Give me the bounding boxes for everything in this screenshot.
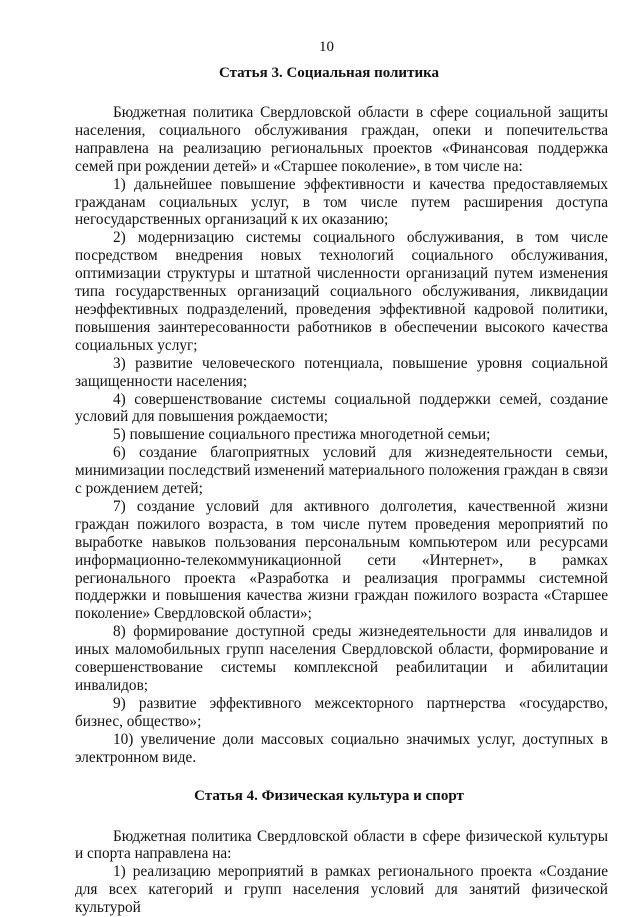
article-3-item-5: 5) повышение социального престижа многодетной семьи;: [113, 426, 491, 444]
page-number: 10: [319, 39, 334, 55]
article-3-item-2: 2) модернизацию системы социального обслуживания, в том числе посредством внедрения новых технологий социального обслуживания, оптимизации структуры и штатной численности организаций путем изменения типа государственных организаций социального обслуживания, ликвидации неэффективных подразделений, проведения эффективной кадровой политики, повышения заинтересованности работников в обеспечении высокого качества социальных услуг;: [75, 229, 608, 354]
article-3-item-9: 9) развитие эффективного межсекторного партнерства «государство, бизнес, общество»;: [75, 694, 608, 730]
article-3-item-6: 6) создание благоприятных условий для жизнедеятельности семьи, минимизации последствий изменений материального положения граждан в связи с рождением детей;: [75, 444, 608, 498]
article-3-heading: Статья 3. Социальная политика: [219, 65, 439, 81]
article-3-item-7: 7) создание условий для активного долголетия, качественной жизни граждан пожилого возраста, в том числе путем проведения мероприятий по выработке навыков пользования персональным компьютером или ресурсами информационно-телекоммуникационной сети «Интернет», в рамках регионального проекта «Разработка и реализация программы системной поддержки и повышения качества жизни граждан пожилого возраста «Старшее поколение» Свердловской области»;: [75, 497, 608, 623]
article-4-intro: Бюджетная политика Свердловской области в сфере физической культуры и спорта направлена на:: [75, 827, 608, 863]
article-4-item-1: 1) реализацию мероприятий в рамках регионального проекта «Создание для всех категорий и групп населения условий для занятий физической культурой: [75, 863, 608, 917]
article-3-item-10: 10) увеличение доли массовых социально значимых услуг, доступных в электронном виде.: [75, 730, 608, 766]
article-3-item-3: 3) развитие человеческого потенциала, повышение уровня социальной защищенности населения;: [75, 354, 608, 390]
article-4-heading: Статья 4. Физическая культура и спорт: [194, 787, 464, 804]
article-3-item-4: 4) совершенствование системы социальной поддержки семей, создание условий для повышения рождаемости;: [75, 390, 608, 426]
article-3-item-1: 1) дальнейшее повышение эффективности и качества предоставляемых гражданам социальных услуг, в том числе путем расширения доступа негосударственных организаций к их оказанию;: [75, 175, 608, 229]
article-3-item-8: 8) формирование доступной среды жизнедеятельности для инвалидов и иных маломобильных групп населения Свердловской области, формирование и совершенствование системы комплексной реабилитации и абилитации инвалидов;: [75, 623, 608, 694]
article-3-intro: Бюджетная политика Свердловской области в сфере социальной защиты населения, социального обслуживания граждан, опеки и попечительства направлена на реализацию региональных проектов «Финансовая поддержка семей при рождении детей» и «Старшее поколение», в том числе на:: [75, 104, 608, 175]
